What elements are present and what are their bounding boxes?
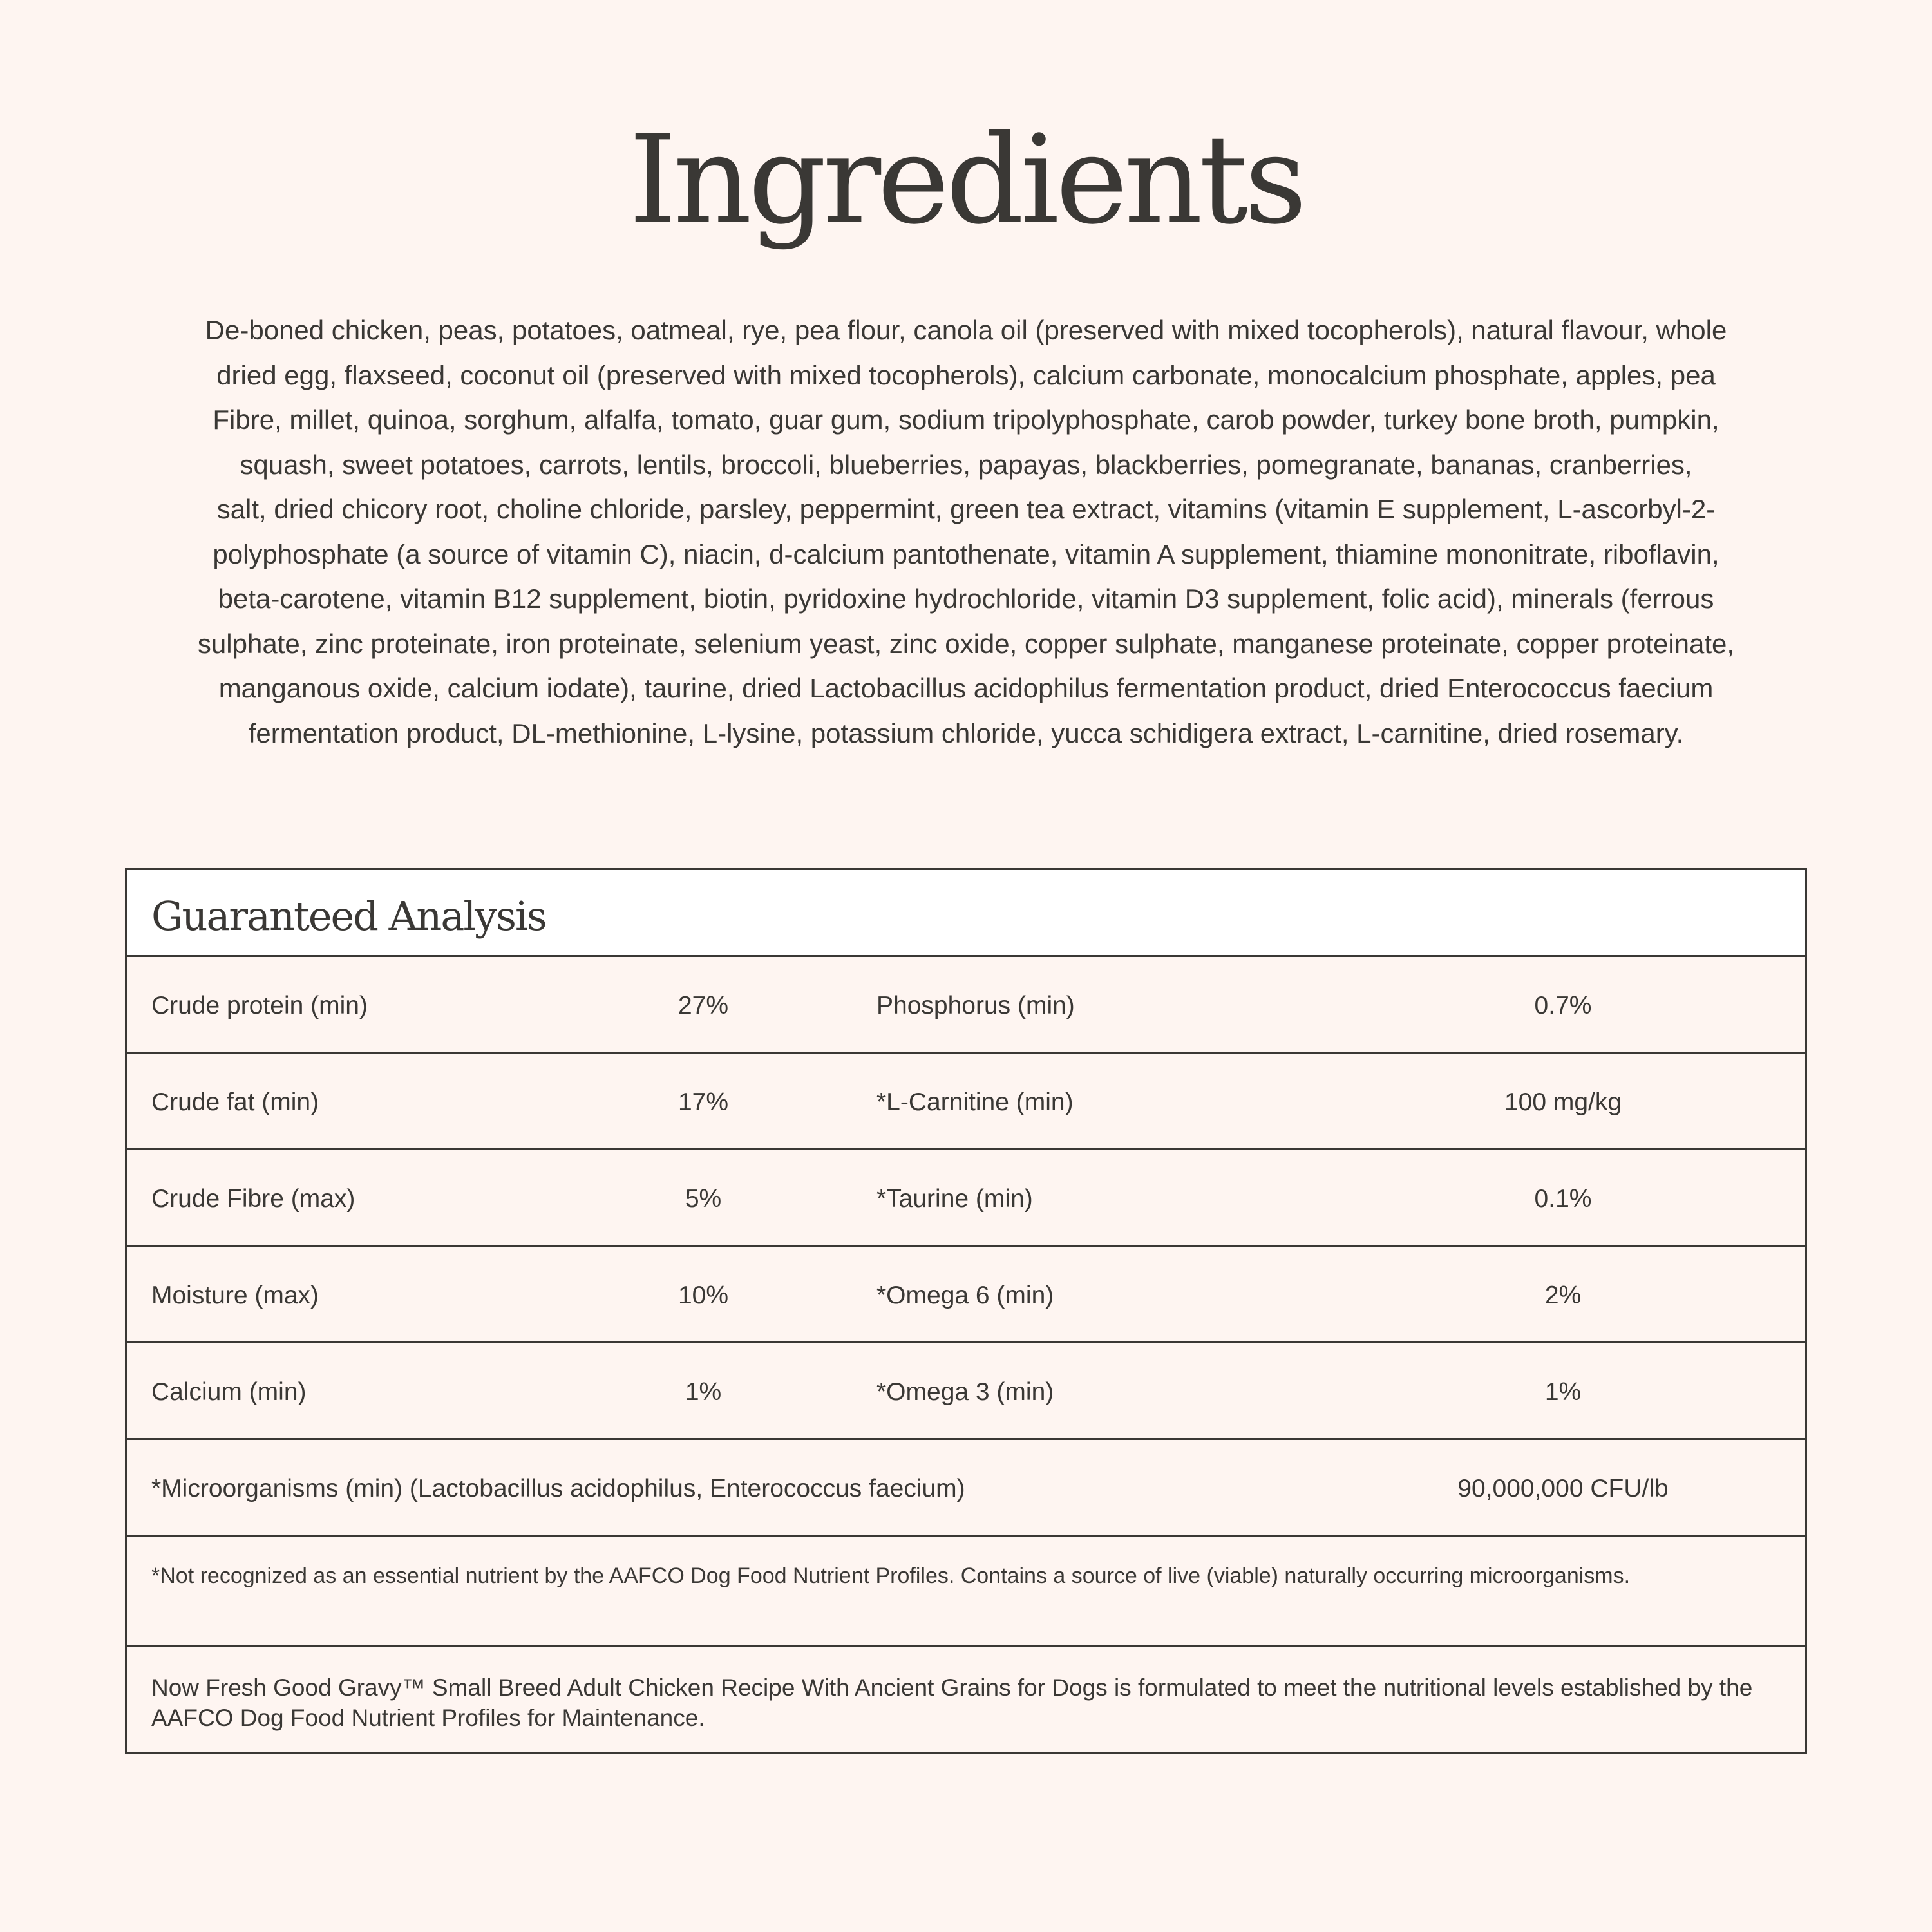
footnote-text: *Not recognized as an essential nutrient by the AAFCO Dog Food Nutrient Profiles. Contains a source of live (viable) naturally occurring microorganisms. (151, 1564, 1631, 1588)
table-row (127, 1150, 1805, 1247)
ingredients-line: Fibre, millet, quinoa, sorghum, alfalfa, tomato, guar gum, sodium tripolyphosphate, carob powder, turkey bone broth, pumpkin, (213, 404, 1719, 435)
ingredients-line: polyphosphate (a source of vitamin C), niacin, d-calcium pantothenate, vitamin A supplement, thiamine mononitrate, riboflavin, (213, 538, 1719, 569)
nutrient-label: *L-Carnitine (min) (876, 1088, 1074, 1116)
nutrient-value: 10% (677, 1282, 729, 1309)
nutrient-value: 2% (1544, 1282, 1582, 1309)
nutrient-value: 100 mg/kg (1504, 1088, 1622, 1116)
nutrient-label: Crude fat (min) (151, 1088, 319, 1116)
analysis-title: Guaranteed Analysis (151, 893, 546, 940)
ingredients-line: fermentation product, DL-methionine, L-lysine, potassium chloride, yucca schidigera extract, L-carnitine, dried rosemary. (248, 717, 1684, 748)
nutrient-label: Calcium (min) (151, 1378, 307, 1406)
ingredients-line: dried egg, flaxseed, coconut oil (preserved with mixed tocopherols), calcium carbonate, monocalcium phosphate, apples, pea (216, 359, 1716, 390)
ingredients-line: salt, dried chicory root, choline chloride, parsley, peppermint, green tea extract, vitamins (vitamin E supplement, L-ascorbyl-2- (216, 494, 1716, 524)
ingredients-title: Ingredients (629, 109, 1303, 251)
nutrient-value: 27% (677, 992, 729, 1019)
ingredients-list (132, 308, 1800, 755)
nutrient-value: 0.7% (1534, 992, 1592, 1019)
ingredients-line: squash, sweet potatoes, carrots, lentils, broccoli, blueberries, papayas, blackberries, pomegranate, bananas, cranberries, (240, 449, 1692, 480)
table-row-microorganisms (127, 1440, 1805, 1537)
nutrient-value: 5% (685, 1185, 722, 1213)
ingredients-line: sulphate, zinc proteinate, iron proteinate, selenium yeast, zinc oxide, copper sulphate, manganese proteinate, copper proteinate, (197, 628, 1735, 659)
nutrient-label: *Taurine (min) (876, 1185, 1033, 1213)
analysis-header (127, 870, 1805, 957)
table-row-statement (127, 1647, 1805, 1752)
table-row (127, 957, 1805, 1054)
ingredients-line: beta-carotene, vitamin B12 supplement, biotin, pyridoxine hydrochloride, vitamin D3 supplement, folic acid), minerals (ferrous (218, 583, 1714, 614)
nutrient-value: 1% (1544, 1378, 1582, 1406)
guaranteed-analysis-table (125, 868, 1807, 1754)
table-row (127, 1343, 1805, 1440)
nutrient-label: *Omega 3 (min) (876, 1378, 1054, 1406)
nutrient-value: 0.1% (1534, 1185, 1592, 1213)
nutrient-value: 1% (685, 1378, 722, 1406)
aafco-statement: Now Fresh Good Gravy™ Small Breed Adult Chicken Recipe With Ancient Grains for Dogs is formulated to meet the nutritional levels established by the AAFCO Dog Food Nutrient Profiles for Maintenance. (151, 1674, 1753, 1731)
nutrient-label: *Omega 6 (min) (876, 1282, 1054, 1309)
nutrient-label: Crude protein (min) (151, 992, 368, 1019)
microorganisms-label: *Microorganisms (min) (Lactobacillus acidophilus, Enterococcus faecium) (151, 1475, 965, 1502)
ingredients-line: De-boned chicken, peas, potatoes, oatmeal, rye, pea flour, canola oil (preserved with mixed tocopherols), natural flavour, whole (205, 315, 1727, 345)
nutrient-label: Phosphorus (min) (876, 992, 1075, 1019)
microorganisms-value: 90,000,000 CFU/lb (1457, 1475, 1669, 1502)
table-row-footnote (127, 1537, 1805, 1647)
nutrient-label: Crude Fibre (max) (151, 1185, 355, 1213)
ingredients-line: manganous oxide, calcium iodate), taurine, dried Lactobacillus acidophilus fermentation product, dried Enterococcus faecium (218, 673, 1714, 703)
nutrient-value: 17% (677, 1088, 729, 1116)
table-row (127, 1247, 1805, 1343)
nutrient-label: Moisture (max) (151, 1282, 319, 1309)
table-row (127, 1054, 1805, 1150)
